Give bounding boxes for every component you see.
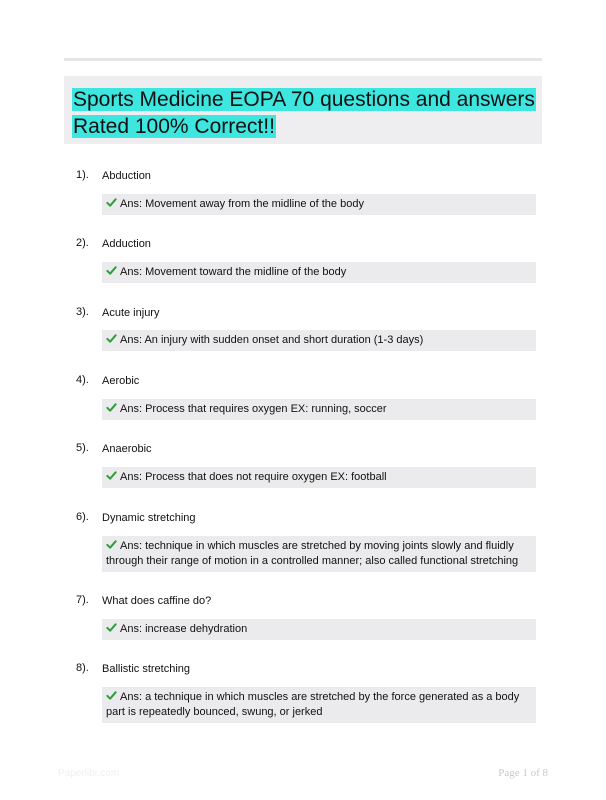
question-text: Aerobic <box>102 375 140 387</box>
page-number: Page 1 of 8 <box>498 767 548 779</box>
question-number: 8). <box>76 662 89 674</box>
watermark: Paperlibr.com <box>58 768 120 779</box>
answer-box <box>102 194 536 215</box>
question-text: Dynamic stretching <box>102 512 196 524</box>
answer-box <box>102 262 536 283</box>
answer-text: Ans: increase dehydration <box>120 623 248 635</box>
question-number: 2). <box>76 237 89 249</box>
answer-box <box>102 399 536 420</box>
question-number: 3). <box>76 306 89 318</box>
check-icon <box>106 402 117 413</box>
answer-text: Ans: An injury with sudden onset and short duration (1-3 days) <box>120 334 424 346</box>
answer-text: Ans: Movement away from the midline of the body <box>120 198 364 210</box>
question-text: Anaerobic <box>102 443 152 455</box>
answer-text: Ans: a technique in which muscles are stretched by the force generated as a body part is repeatedly bounced, swung, or jerked <box>106 691 520 718</box>
question-number: 6). <box>76 511 89 523</box>
answer-text: Ans: Process that requires oxygen EX: running, soccer <box>120 403 387 415</box>
question-number: 1). <box>76 169 89 181</box>
answer-text: Ans: Movement toward the midline of the body <box>120 266 347 278</box>
question-text: Abduction <box>102 170 151 182</box>
question-number: 5). <box>76 442 89 454</box>
answer-box <box>102 687 536 723</box>
check-icon <box>106 197 117 208</box>
page-title <box>72 86 542 140</box>
answer-box <box>102 536 536 572</box>
check-icon <box>106 333 117 344</box>
question-text: Acute injury <box>102 307 160 319</box>
answer-box <box>102 467 536 488</box>
check-icon <box>106 690 117 701</box>
check-icon <box>106 470 117 481</box>
question-text: Adduction <box>102 238 151 250</box>
title-text: Sports Medicine EOPA 70 questions and answers Rated 100% Correct!! <box>73 88 535 138</box>
question-text: Ballistic stretching <box>102 663 191 675</box>
check-icon <box>106 539 117 550</box>
title-banner <box>64 76 542 144</box>
check-icon <box>106 265 117 276</box>
answer-box <box>102 619 536 640</box>
answer-text: Ans: technique in which muscles are stretched by moving joints slowly and fluidly through their range of motion in a controlled manner; also called functional stretching <box>106 540 519 567</box>
question-number: 7). <box>76 594 89 606</box>
top-divider <box>64 58 542 61</box>
answer-box <box>102 330 536 351</box>
check-icon <box>106 622 117 633</box>
question-text: What does caffine do? <box>102 595 212 607</box>
answer-text: Ans: Process that does not require oxygen EX: football <box>120 471 387 483</box>
question-number: 4). <box>76 374 89 386</box>
